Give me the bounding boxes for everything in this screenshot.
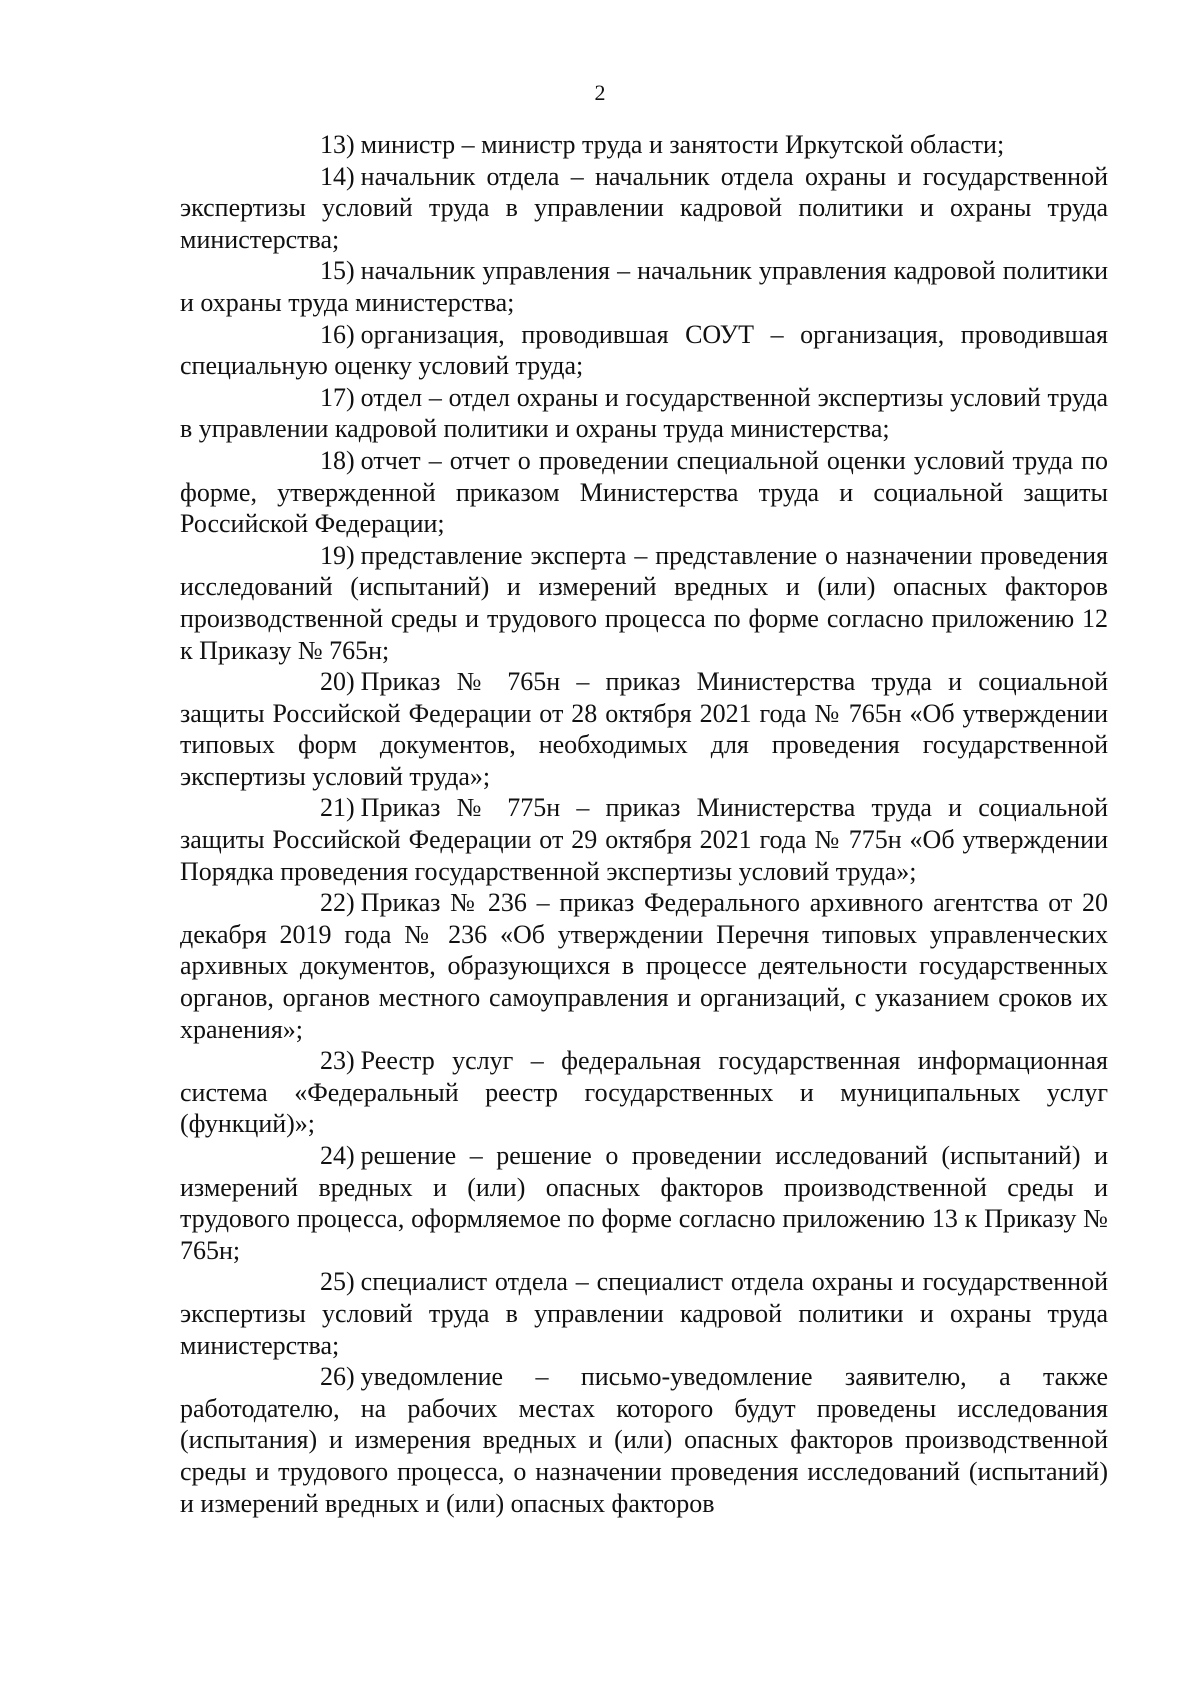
list-item [180,1045,1108,1140]
list-item [180,161,1108,256]
item-number: 24) [320,1141,355,1170]
list-item [180,445,1108,540]
list-item [180,255,1108,318]
item-number: 22) [320,888,355,918]
item-text: министр – министр труда и занятости Иркутской области; [360,130,1005,159]
item-text: отдел – отдел охраны и государственной экспертизы условий труда в управлении кадровой политики и охраны труда министерства; [180,382,1108,444]
item-text: специалист отдела – специалист отдела охраны и государственной экспертизы условий труда в управлении кадровой политики и охраны труда министерства; [180,1267,1108,1360]
list-item [180,887,1108,1045]
item-number: 26) [320,1362,355,1392]
item-text: начальник отдела – начальник отдела охраны и государственной экспертизы условий труда в управлении кадровой политики и охраны труда министерства; [180,161,1108,254]
item-number: 16) [320,319,355,349]
item-text: отчет – отчет о проведении специальной оценки условий труда по форме, утвержденной приказом Министерства труда и социальной защиты Российской Федерации; [180,445,1108,539]
list-item [180,1140,1108,1266]
item-text: начальник управления – начальник управления кадровой политики и охраны труда министерства; [180,256,1108,317]
item-text: Приказ № 236 – приказ Федерального архивного агентства от 20 декабря 2019 года № 236 «Об утверждении Перечня типовых управленческих архивных документов, образующихся в процессе деятельности государственных органов, органов местного самоуправления и организаций, с указанием сроков их хранения»; [180,888,1108,1044]
item-number: 23) [320,1046,355,1076]
list-item [180,792,1108,887]
item-text: организация, проводившая СОУТ – организация, проводившая специальную оценку условий труда; [180,319,1108,381]
list-item [180,540,1108,666]
item-number: 21) [320,793,355,823]
item-number: 19) [320,540,355,570]
list-item [180,129,1108,161]
item-text: решение – решение о проведении исследований (испытаний) и измерений вредных и (или) опасных факторов производственной среды и трудового процесса, оформляемое по форме согласно приложению 13 к Приказу № 765н; [180,1141,1108,1265]
page-number: 2 [594,80,606,105]
list-item [180,382,1108,445]
item-number: 17) [320,382,355,412]
item-text: Приказ № 775н – приказ Министерства труда и социальной защиты Российской Федерации от 29 октября 2021 года № 775н «Об утверждении Порядка проведения государственной экспертизы условий труда»; [180,793,1108,886]
list-item [180,1361,1108,1519]
item-number: 25) [320,1267,355,1297]
definitions-list [180,129,1108,1519]
item-number: 13) [320,130,355,159]
list-item [180,666,1108,792]
item-text: Приказ № 765н – приказ Министерства труда и социальной защиты Российской Федерации от 28 октября 2021 года № 765н «Об утверждении типовых форм документов, необходимых для проведения государственной экспертизы условий труда»; [180,667,1108,791]
item-text: Реестр услуг – федеральная государственная информационная система «Федеральный реестр государственных и муниципальных услуг (функций)»; [180,1046,1108,1139]
item-text: представление эксперта – представление о назначении проведения исследований (испытаний) и измерений вредных и (или) опасных факторов производственной среды и трудового процесса по форме согласно приложению 12 к Приказу № 765н; [180,540,1108,665]
item-text: уведомление – письмо-уведомление заявителю, а также работодателю, на рабочих местах которого будут проведены исследования (испытания) и измерения вредных и (или) опасных факторов производственной среды и трудового процесса, о назначении проведения исследований (испытаний) и измерений вредных и (или) опасных факторов [180,1362,1108,1518]
list-item [180,319,1108,382]
item-number: 20) [320,667,355,697]
item-number: 18) [320,445,355,475]
list-item [180,1266,1108,1361]
item-number: 14) [320,161,355,191]
item-number: 15) [320,256,355,286]
